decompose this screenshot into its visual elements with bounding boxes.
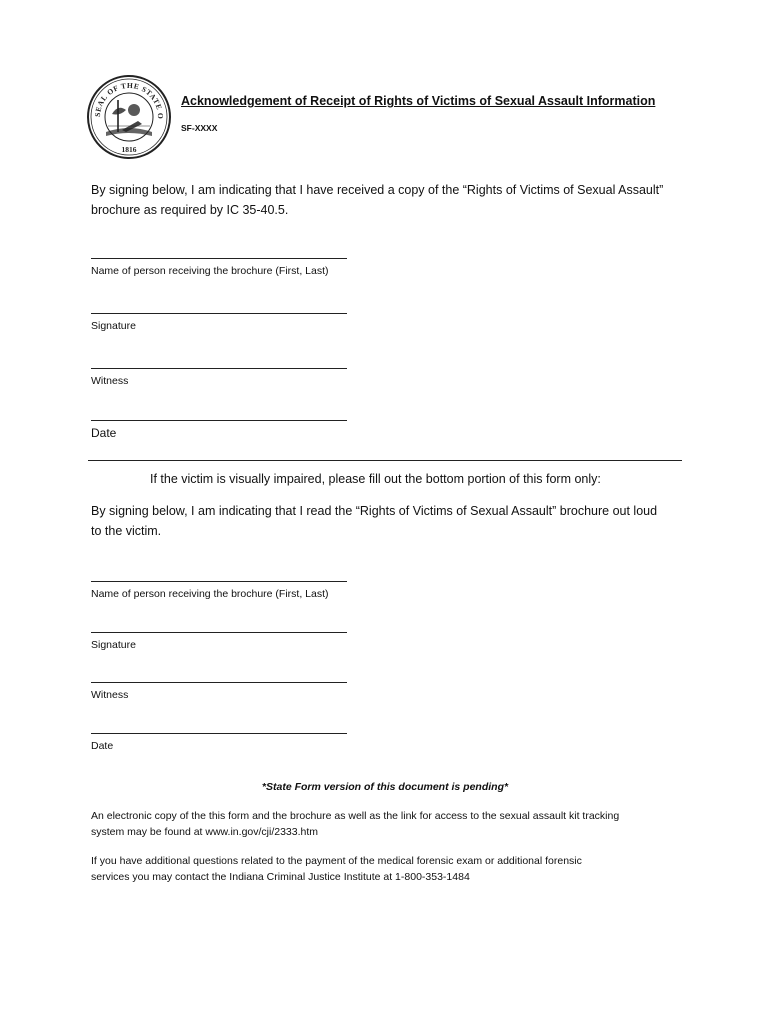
witness-line[interactable] [91,682,347,683]
visually-impaired-heading: If the victim is visually impaired, please fill out the bottom portion of this form only: [150,472,601,486]
signature-line[interactable] [91,313,347,314]
seal-year: 1816 [121,145,137,154]
date-line[interactable] [91,420,347,421]
date-field-label: Date [91,740,114,752]
name-field-label: Name of person receiving the brochure (First, Last) [91,588,329,600]
pending-note: *State Form version of this document is pending* [261,781,509,793]
form-number: SF-XXXX [181,123,218,133]
witness-field-label: Witness [91,689,129,701]
date-line[interactable] [91,733,347,734]
name-field-label: Name of person receiving the brochure (First, Last) [91,265,329,277]
name-signature-line[interactable] [91,258,347,259]
signature-field-label: Signature [91,639,136,651]
witness-field-label: Witness [91,375,129,387]
statement-line: By signing below, I am indicating that I have received a copy of the “Rights of Victims of Sexual Assault” [91,183,664,197]
date-field-label: Date [91,426,117,440]
note-line: services you may contact the Indiana Criminal Justice Institute at 1-800-353-1484 [91,871,470,883]
electronic-copy-note [91,808,619,840]
state-seal-logo [86,74,172,160]
svg-text:SEAL OF THE STATE OF INDIANA [86,74,165,119]
note-line: An electronic copy of the this form and the brochure as well as the link for access to the sexual assault kit tracking [91,810,620,822]
questions-note [91,853,582,885]
statement-read-aloud [91,501,657,541]
statement-received [91,180,663,220]
note-line: system may be found at www.in.gov/cji/2333.htm [91,826,319,838]
statement-line: to the victim. [91,524,162,538]
signature-field-label: Signature [91,320,136,332]
name-signature-line[interactable] [91,581,347,582]
statement-line: brochure as required by IC 35-40.5. [91,203,289,217]
signature-line[interactable] [91,632,347,633]
note-line: If you have additional questions related to the payment of the medical forensic exam or additional forensic [91,855,582,867]
seal-text: SEAL OF THE STATE O [92,80,166,120]
witness-line[interactable] [91,368,347,369]
statement-line: By signing below, I am indicating that I read the “Rights of Victims of Sexual Assault” brochure out loud [91,504,658,518]
form-title: Acknowledgement of Receipt of Rights of Victims of Sexual Assault Information [181,94,656,108]
section-divider [88,460,682,461]
